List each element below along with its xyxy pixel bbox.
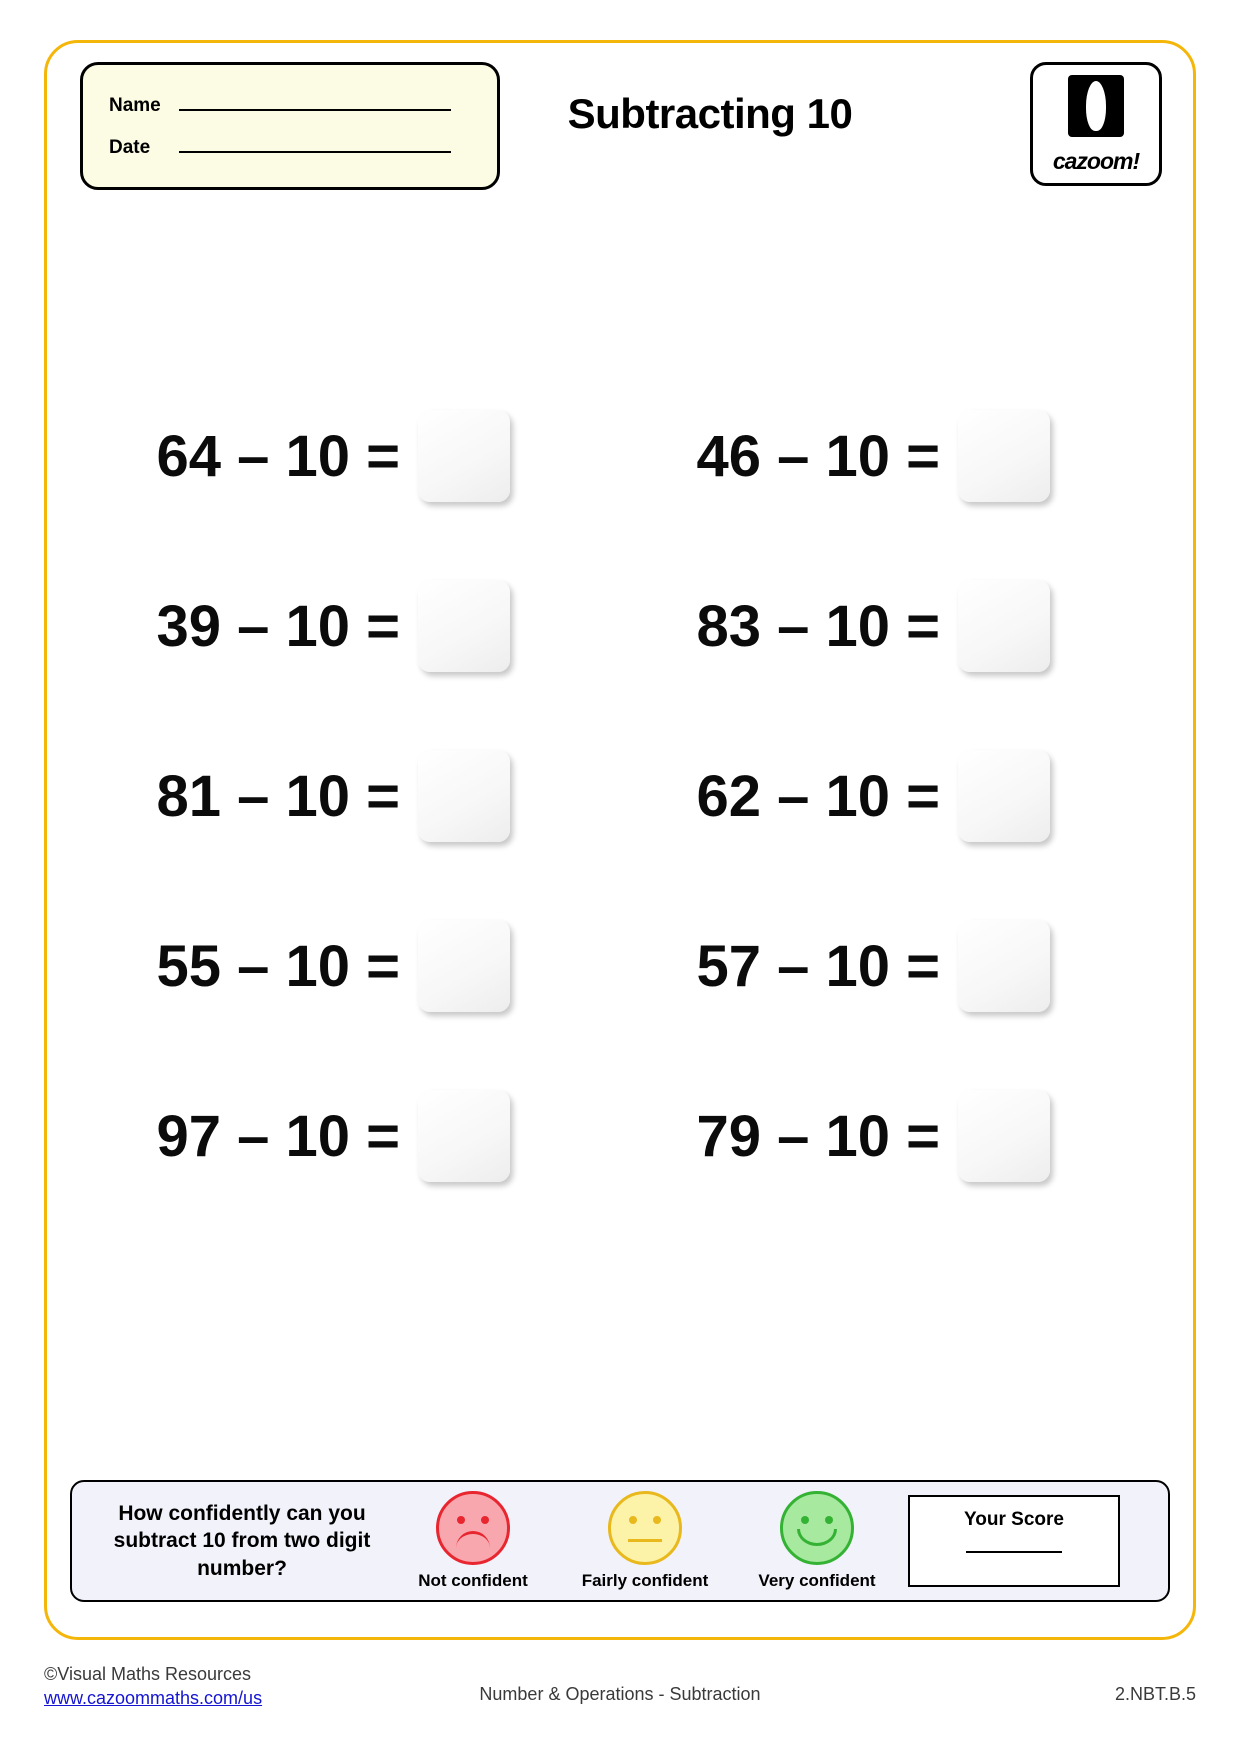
question-item	[620, 570, 1170, 682]
confidence-label: Not confident	[418, 1571, 528, 1590]
confidence-option-very[interactable]	[752, 1491, 882, 1591]
cazoom-logo	[1030, 62, 1162, 186]
question-item	[620, 740, 1170, 852]
questions-grid	[70, 400, 1170, 1192]
question-item	[70, 570, 620, 682]
answer-box[interactable]	[418, 1090, 510, 1182]
confidence-question: How confidently can you subtract 10 from two digit number?	[113, 1502, 371, 1580]
score-write-line[interactable]	[966, 1549, 1062, 1553]
score-box[interactable]	[908, 1495, 1120, 1587]
answer-box[interactable]	[418, 920, 510, 1012]
confidence-label: Very confident	[758, 1571, 876, 1590]
confidence-face-group	[408, 1491, 882, 1591]
footer-topic: Number & Operations - Subtraction	[479, 1684, 761, 1704]
question-expression: 97 – 10 =	[156, 1103, 400, 1169]
question-item	[70, 740, 620, 852]
page-footer	[44, 1662, 1196, 1732]
question-item	[70, 910, 620, 1022]
question-expression: 55 – 10 =	[156, 933, 400, 999]
happy-face-icon	[780, 1491, 854, 1565]
question-expression: 57 – 10 =	[696, 933, 940, 999]
confidence-option-fairly[interactable]	[580, 1491, 710, 1591]
page-title: Subtracting 10	[567, 90, 853, 137]
answer-box[interactable]	[958, 920, 1050, 1012]
question-item	[620, 1080, 1170, 1192]
question-expression: 83 – 10 =	[696, 593, 940, 659]
answer-box[interactable]	[958, 580, 1050, 672]
answer-box[interactable]	[418, 580, 510, 672]
confidence-option-not[interactable]	[408, 1491, 538, 1591]
question-item	[70, 1080, 620, 1192]
footer-standard-code: 2.NBT.B.5	[1114, 1684, 1196, 1704]
question-item	[70, 400, 620, 512]
sad-face-icon	[436, 1491, 510, 1565]
question-expression: 79 – 10 =	[696, 1103, 940, 1169]
answer-box[interactable]	[958, 750, 1050, 842]
name-date-box	[80, 62, 500, 190]
cazoom-glass-icon	[1068, 75, 1124, 137]
copyright-text: ©Visual Maths Resources	[44, 1664, 252, 1684]
date-label: Date	[109, 137, 151, 158]
date-write-line[interactable]	[179, 133, 451, 153]
answer-box[interactable]	[958, 410, 1050, 502]
question-item	[620, 910, 1170, 1022]
question-expression: 46 – 10 =	[696, 423, 940, 489]
question-item	[620, 400, 1170, 512]
score-title: Your Score	[964, 1509, 1064, 1530]
question-expression: 81 – 10 =	[156, 763, 400, 829]
name-field-row[interactable]	[109, 91, 451, 117]
question-expression: 62 – 10 =	[696, 763, 940, 829]
answer-box[interactable]	[418, 410, 510, 502]
logo-wordmark: cazoom!	[1052, 148, 1140, 174]
date-field-row[interactable]	[109, 133, 451, 159]
question-expression: 39 – 10 =	[156, 593, 400, 659]
name-write-line[interactable]	[179, 91, 451, 111]
answer-box[interactable]	[958, 1090, 1050, 1182]
confidence-label: Fairly confident	[581, 1571, 709, 1590]
website-link[interactable]: www.cazoommaths.com/us	[44, 1688, 263, 1709]
name-label: Name	[109, 95, 161, 116]
neutral-face-icon	[608, 1491, 682, 1565]
question-expression: 64 – 10 =	[156, 423, 400, 489]
confidence-panel	[70, 1480, 1170, 1602]
answer-box[interactable]	[418, 750, 510, 842]
